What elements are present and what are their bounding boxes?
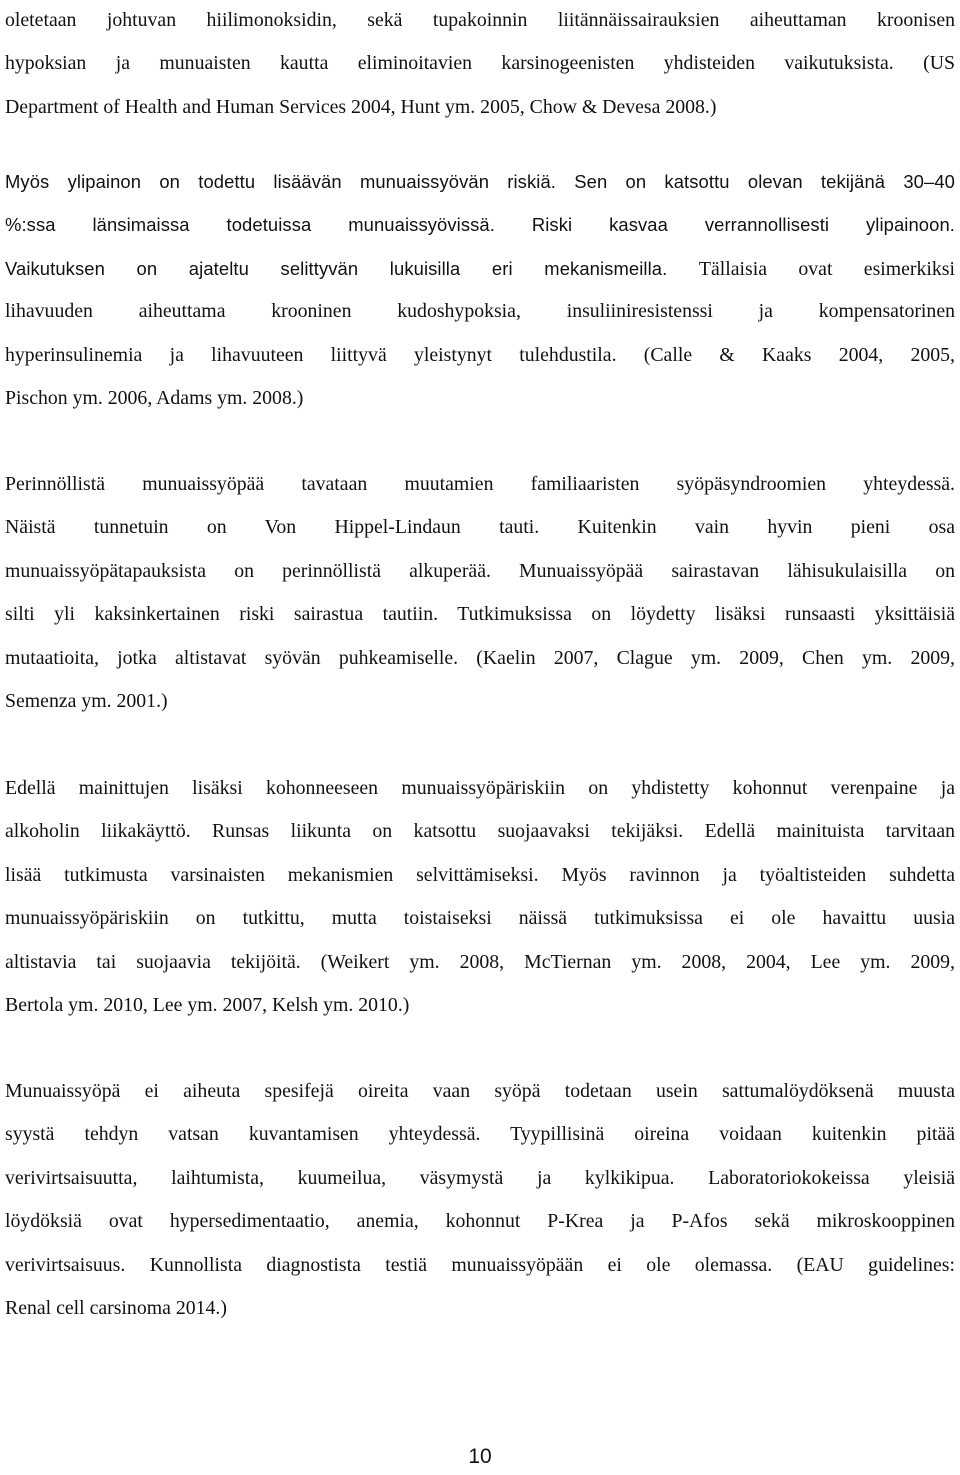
paragraph-smoking [5, 0, 955, 129]
text-line [5, 593, 955, 636]
text-line [5, 1070, 955, 1113]
text-line [5, 290, 955, 333]
text-run: Perinnöllistä munuaissyöpää tavataan muutamien familiaaristen syöpäsyndroomien yhteydessä. [5, 473, 955, 495]
text-run: Munuaissyöpä ei aiheuta spesifejä oireita vaan syöpä todetaan usein sattumalöydöksenä muusta [5, 1080, 955, 1102]
text-run: Riski kasvaa verrannollisesti ylipainoon. [531, 214, 955, 236]
text-line [5, 1157, 955, 1200]
text-run: Bertola ym. 2010, Lee ym. 2007, Kelsh ym. 2010.) [5, 993, 410, 1016]
text-run: %:ssa länsimaissa todetuissa munuaissyövissä. [5, 214, 532, 236]
text-line [5, 550, 955, 593]
text-run: Semenza ym. 2001.) [5, 689, 168, 712]
text-line [5, 1244, 955, 1287]
text-line [5, 0, 955, 42]
text-run: hypoksian ja munuaisten kautta eliminoitavien karsinogeenisten yhdisteiden vaikutuksista [5, 52, 889, 75]
text-run: Näistä tunnetuin on Von Hippel-Lindaun tauti. Kuitenkin vain hyvin pieni osa [5, 516, 955, 539]
text-run: mutaatioita, jotka altistavat syövän puhkeamiselle. (Kaelin 2007, Clague ym. 2009, Chen ym. 2009, [5, 646, 955, 669]
text-run: verivirtsaisuutta, laihtumista, kuumeilua, väsymystä ja kylkikipua. Laboratoriokokeissa yleisiä [5, 1166, 955, 1189]
text-run: altistavia tai suojaavia tekijöitä. (Weikert ym. 2008, McTiernan ym. 2008, 2004, Lee ym. 2009, [5, 950, 955, 973]
text-run: Tällaisia ovat esimerkiksi [698, 257, 955, 280]
text-run: lisää tutkimusta varsinaisten mekanismien selvittämiseksi. Myös ravinnon ja työaltisteiden suhdetta [5, 863, 955, 886]
text-run: Pischon ym. 2006, Adams ym. 2008.) [5, 386, 304, 409]
text-run: löydöksiä ovat hypersedimentaatio, anemia, kohonnut P-Krea ja P-Afos sekä mikroskooppinen [5, 1210, 955, 1233]
text-run: oletetaan johtuvan hiilimonoksidin, sekä tupakoinnin liitännäissairauksien aiheuttaman kroonisen [5, 9, 955, 31]
text-line [5, 1287, 955, 1330]
text-line [5, 203, 955, 246]
text-line [5, 941, 955, 984]
text-run: alkoholin liikakäyttö. Runsas liikunta on katsottu suojaavaksi tekijäksi. Edellä mainituista tarvitaan [5, 820, 955, 843]
paragraph-other-risk-factors [5, 767, 955, 1027]
text-run: Myös ylipainon on todettu lisäävän munuaissyövän riskiä. [5, 171, 575, 192]
paragraph-symptoms [5, 1070, 955, 1330]
text-run: verivirtsaisuus. Kunnollista diagnostista testiä munuaissyöpään ei ole olemassa. (EAU guidelines: [5, 1253, 955, 1276]
text-run: syystä tehdyn vatsan kuvantamisen yhteydessä. Tyypillisinä oireina voidaan kuitenkin pitää [5, 1123, 955, 1146]
text-run: Vaikutuksen on ajateltu selittyvän lukuisilla eri mekanismeilla. [5, 257, 699, 279]
text-run: lihavuuden aiheuttama krooninen kudoshypoksia, insuliiniresistenssi ja kompensatorinen [5, 300, 955, 323]
text-line [5, 897, 955, 940]
text-run: . (US [888, 52, 956, 75]
text-run: hyperinsulinemia ja lihavuuteen liittyvä yleistynyt tulehdustila. (Calle & Kaaks 2004, 2005, [5, 343, 955, 366]
paragraph-heredity [5, 463, 955, 723]
text-run: Sen on katsottu olevan tekijänä 30–40 [574, 171, 955, 192]
text-run: silti yli kaksinkertainen riski sairastua tautiin. Tutkimuksissa on löydetty lisäksi runsaasti yksittäisiä [5, 603, 955, 626]
text-line [5, 463, 955, 506]
text-line [5, 86, 955, 129]
text-run: munuaissyöpätapauksista on perinnöllistä alkuperää. Munuaissyöpää sairastavan lähisukulaisilla on [5, 559, 955, 582]
text-line [5, 334, 955, 377]
text-line [5, 377, 955, 420]
text-line [5, 637, 955, 680]
text-line [5, 680, 955, 723]
text-line [5, 984, 955, 1027]
text-line [5, 506, 955, 549]
text-line [5, 854, 955, 897]
text-run: Renal cell carsinoma 2014.) [5, 1296, 227, 1319]
text-run: Edellä mainittujen lisäksi kohonneeseen munuaissyöpäriskiin on yhdistetty kohonnut verenpaine ja [5, 777, 955, 799]
text-line [5, 1113, 955, 1156]
text-line [5, 1200, 955, 1243]
text-line [5, 810, 955, 853]
paragraph-obesity [5, 160, 955, 420]
text-line [5, 247, 955, 290]
text-run: Department of Health and Human Services 2004, Hunt ym. 2005, Chow & Devesa 2008.) [5, 95, 717, 118]
text-line [5, 767, 955, 810]
text-line [5, 42, 955, 85]
text-line [5, 160, 955, 203]
page-number: 10 [468, 1445, 492, 1468]
text-run: munuaissyöpäriskiin on tutkittu, mutta toistaiseksi näissä tutkimuksissa ei ole havaittu uusia [5, 907, 955, 930]
